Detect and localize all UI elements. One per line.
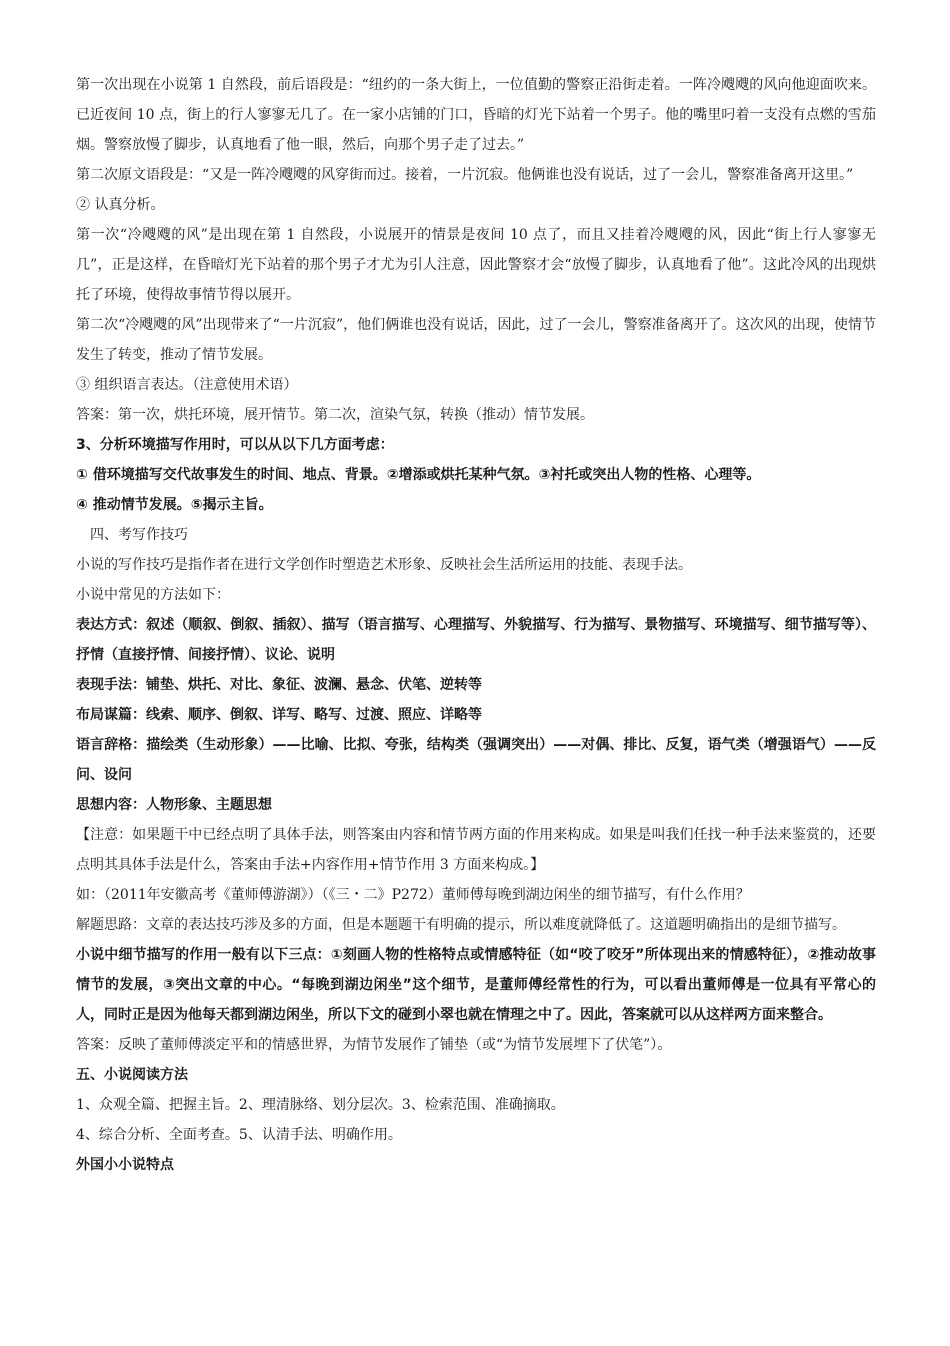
paragraph-common-methods: 小说中常见的方法如下： [76, 587, 230, 603]
rhetoric-methods: 语言辞格：描绘类（生动形象）——比喻、比拟、夸张，结构类（强调突出）——对偶、排比、反复，语气类（增强语气）——反问、设问 [76, 737, 876, 783]
paragraph-second-analysis: 第二次“冷飕飕的风”出现带来了“一片沉寂”，他们俩谁也没有说话，因此，过了一会儿，警察准备离开了。这次风的出现，使情节发生了转变，推动了情节发展。 [76, 317, 876, 363]
environment-points-1: ① 借环境描写交代故事发生的时间、地点、背景。②增添或烘托某种气氛。③衬托或突出人物的性格、心理等。 [76, 467, 761, 483]
representation-methods: 表现手法：铺垫、烘托、对比、象征、波澜、悬念、伏笔、逆转等 [76, 677, 482, 693]
section-heading-writing-skills: 四、考写作技巧 [90, 527, 188, 543]
section-heading-reading-methods: 五、小说阅读方法 [76, 1067, 188, 1083]
paragraph-second-wind-context: 第二次原文语段是：“又是一阵冷飕飕的风穿街而过。接着，一片沉寂。他俩谁也没有说话，过了一会儿，警察准备离开这里。” [76, 167, 854, 183]
step-analyze: ② 认真分析。 [76, 197, 165, 213]
document-page [76, 70, 876, 1180]
answer-detail: 答案：反映了董师傅淡定平和的情感世界，为情节发展作了铺垫（或“为情节发展埋下了伏笔”）。 [76, 1037, 672, 1053]
heading-foreign-short-story: 外国小小说特点 [76, 1157, 174, 1173]
note-paragraph: 【注意：如果题干中已经点明了具体手法，则答案由内容和情节两方面的作用来构成。如果是叫我们任找一种手法来鉴赏的，还要点明其具体手法是什么，答案由手法+内容作用+情节作用 3 方面来构成。】 [76, 827, 876, 873]
reading-methods-1: 1、众观全篇、把握主旨。2、理清脉络、划分层次。3、检索范围、准确摘取。 [76, 1097, 565, 1113]
environment-points-2: ④ 推动情节发展。⑤揭示主旨。 [76, 497, 273, 513]
expression-methods: 表达方式：叙述（顺叙、倒叙、插叙）、描写（语言描写、心理描写、外貌描写、行为描写、景物描写、环境描写、细节描写等）、抒情（直接抒情、间接抒情）、议论、说明 [76, 617, 876, 663]
paragraph-first-wind-context: 第一次出现在小说第 1 自然段，前后语段是：“纽约的一条大街上，一位值勤的警察正沿街走着。一阵冷飕飕的风向他迎面吹来。已近夜间 10 点，街上的行人寥寥无几了。在一家小店铺的门口，昏暗的灯光下站着一个男子。他的嘴里叼着一支没有点燃的雪茄烟。警察放慢了脚步，认真地看了他一眼，然后，向那个男子走了过去。” [76, 77, 876, 153]
reading-methods-2: 4、综合分析、全面考查。5、认清手法、明确作用。 [76, 1127, 402, 1143]
example-question: 如：（2011年安徽高考《董师傅游湖》）（《三・二》P272）董师傅每晚到湖边闲坐的细节描写，有什么作用？ [76, 887, 750, 903]
layout-methods: 布局谋篇：线索、顺序、倒叙、详写、略写、过渡、照应、详略等 [76, 707, 482, 723]
heading-environment-analysis: 3、分析环境描写作用时，可以从以下几方面考虑： [76, 437, 394, 453]
paragraph-first-analysis: 第一次“冷飕飕的风”是出现在第 1 自然段，小说展开的情景是夜间 10 点了，而且又挂着冷飕飕的风，因此“街上行人寥寥无几”，正是这样，在昏暗灯光下站着的那个男子才尤为引人注意，因此警察才会“放慢了脚步，认真地看了他”。这此冷风的出现烘托了环境，使得故事情节得以展开。 [76, 227, 876, 303]
step-organize: ③ 组织语言表达。（注意使用术语） [76, 377, 298, 393]
paragraph-skills-definition: 小说的写作技巧是指作者在进行文学创作时塑造艺术形象、反映社会生活所运用的技能、表现手法。 [76, 557, 692, 573]
thought-content: 思想内容：人物形象、主题思想 [76, 797, 272, 813]
detail-description-functions: 小说中细节描写的作用一般有以下三点：①刻画人物的性格特点或情感特征（如“咬了咬牙”所体现出来的情感特征），②推动故事情节的发展，③突出文章的中心。“每晚到湖边闲坐”这个细节，是董师傅经常性的行为，可以看出董师傅是一位具有平常心的人，同时正是因为他每天都到湖边闲坐，所以下文的碰到小翠也就在情理之中了。因此，答案就可以从这样两方面来整合。 [76, 947, 876, 1023]
solution-thinking: 解题思路：文章的表达技巧涉及多的方面，但是本题题干有明确的提示，所以难度就降低了。这道题明确指出的是细节描写。 [76, 917, 846, 933]
answer-environment: 答案：第一次，烘托环境，展开情节。第二次，渲染气氛，转换（推动）情节发展。 [76, 407, 594, 423]
